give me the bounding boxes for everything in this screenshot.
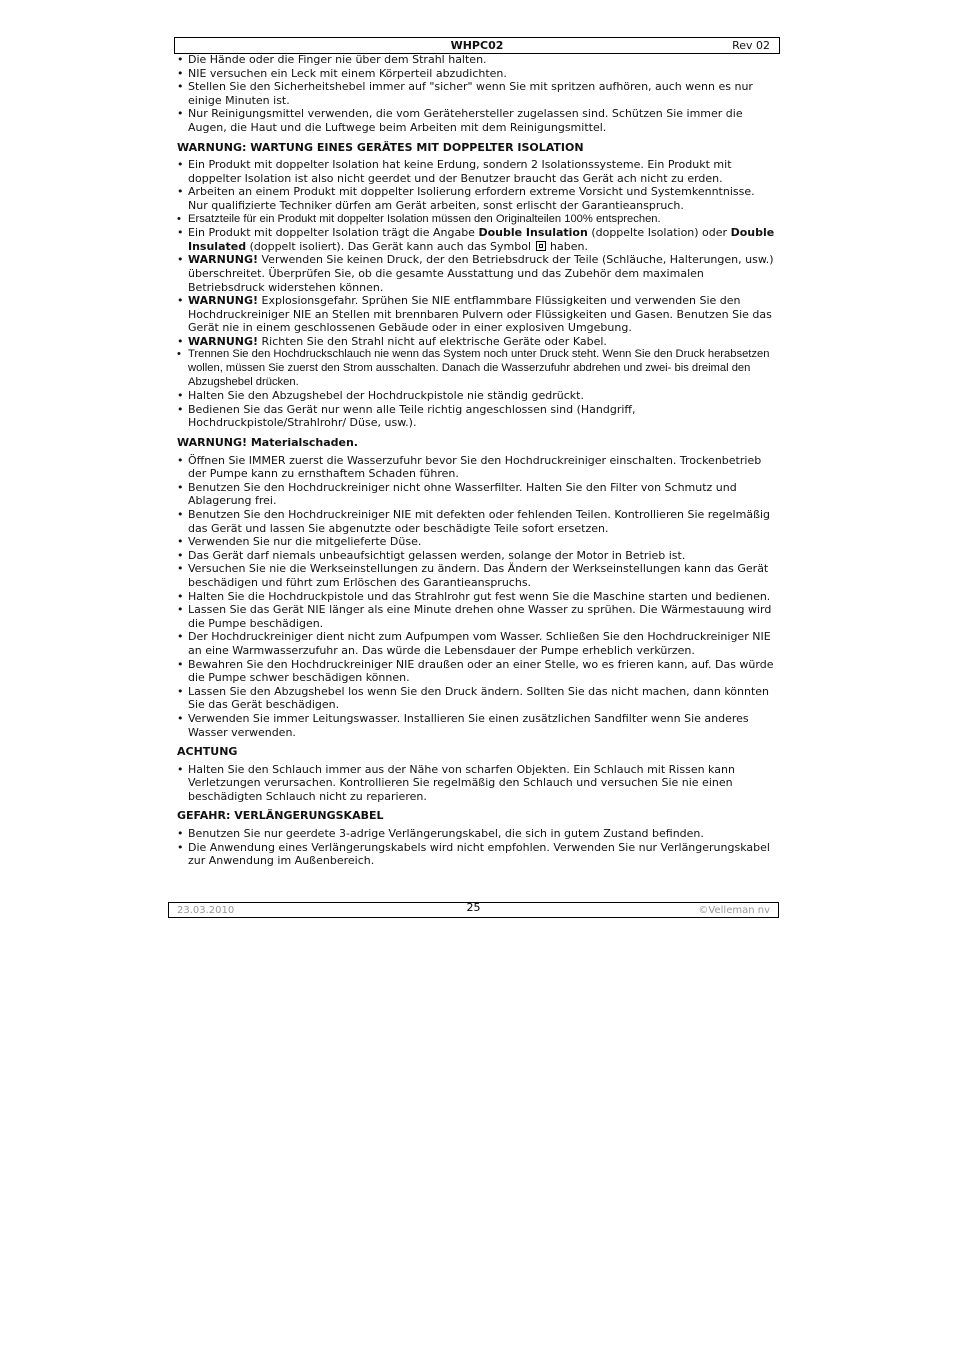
list-item (177, 403, 777, 430)
list-item (177, 603, 777, 630)
item-text: Stellen Sie den Sicherheitshebel immer auf "sicher" wenn Sie mit spritzen aufhören, auch wenn es nur einige Minuten ist. (188, 80, 753, 107)
list-item (177, 549, 777, 563)
item-text: Benutzen Sie den Hochdruckreiniger NIE mit defekten oder fehlenden Teilen. Kontrollieren Sie regelmäßig das Gerät und lassen Sie abgenutzte oder beschädigte Teile sofort ersetzen. (188, 508, 771, 535)
list-item (177, 508, 777, 535)
item-text: Explosionsgefahr. Sprühen Sie NIE entflammbare Flüssigkeiten und verwenden Sie den Hochdruckreiniger NIE an Stellen mit brennbaren Pulvern oder Flüssigkeiten und Gasen. Benutzen Sie das Gerät nie in einem geschlossenen Gebäude oder in einer explosiven Umgebung. (188, 294, 772, 335)
list-item (177, 226, 777, 253)
item-text: Ein Produkt mit doppelter Isolation trägt die Angabe (188, 226, 479, 240)
list-item (177, 253, 777, 294)
page-number: 25 (466, 901, 481, 914)
revision: Rev 02 (732, 39, 770, 52)
page-footer (168, 902, 779, 918)
bullet-list (177, 454, 777, 739)
item-text: Lassen Sie den Abzugshebel los wenn Sie den Druck ändern. Sollten Sie das nicht machen, dann könnten Sie das Gerät beschädigen. (188, 684, 770, 712)
item-emphasis: Double Insulation (478, 226, 588, 240)
footer-date: 23.03.2010 (177, 905, 235, 916)
list-item (177, 294, 777, 335)
section-heading: WARNUNG! Materialschaden. (177, 436, 358, 450)
item-text: NIE versuchen ein Leck mit einem Körperteil abzudichten. (188, 66, 507, 80)
list-item (177, 335, 777, 349)
list-item (177, 841, 777, 868)
item-text: (doppelt isoliert). Das Gerät kann auch das Symbol (246, 239, 535, 253)
bullet-list (177, 763, 777, 804)
item-text: Lassen Sie das Gerät NIE länger als eine Minute drehen ohne Wasser zu sprühen. Die Wärmestauung wird die Pumpe beschädigen. (188, 603, 772, 630)
section-heading: ACHTUNG (177, 745, 238, 759)
warning-label: WARNUNG! (188, 334, 259, 348)
list-item (177, 80, 777, 107)
list-item (177, 389, 777, 403)
item-text: Versuchen Sie nie die Werkseinstellungen zu ändern. Das Ändern der Werkseinstellungen kann das Gerät beschädigen und führt zum Erlöschen des Garantieanspruchs. (188, 562, 769, 589)
item-text: Benutzen Sie den Hochdruckreiniger nicht ohne Wasserfilter. Halten Sie den Filter von Schmutz und Ablagerung frei. (188, 480, 737, 508)
section-heading: GEFAHR: VERLÄNGERUNGSKABEL (177, 809, 384, 823)
list-item (177, 827, 777, 841)
item-text: Halten Sie die Hochdruckpistole und das Strahlrohr gut fest wenn Sie die Maschine starten und bedienen. (188, 589, 771, 603)
list-item (177, 213, 777, 227)
item-text: Ersatzteile für ein Produkt mit doppelter Isolation müssen den Originalteilen 100% entsprechen. (188, 212, 661, 225)
list-item (177, 107, 777, 134)
item-text: Der Hochdruckreiniger dient nicht zum Aufpumpen vom Wasser. Schließen Sie den Hochdruckreiniger NIE an eine Warmwasserzufuhr an. Das würde die Lebensdauer der Pumpe erheblich verkürzen. (188, 630, 771, 657)
list-item (177, 481, 777, 508)
item-text: Halten Sie den Abzugshebel der Hochdruckpistole nie ständig gedrückt. (188, 389, 584, 403)
item-text: haben. (546, 239, 588, 253)
item-text: Die Hände oder die Finger nie über dem Strahl halten. (188, 53, 487, 66)
item-text: Richten Sie den Strahl nicht auf elektrische Geräte oder Kabel. (258, 334, 607, 348)
bullet-list (177, 158, 777, 430)
item-text: (doppelte Isolation) oder (587, 226, 731, 240)
item-text: Halten Sie den Schlauch immer aus der Nähe von scharfen Objekten. Ein Schlauch mit Rissen kann Verletzungen verursachen. Kontrollieren Sie regelmäßig den Schlauch und versuchen Sie nie einen beschädigten Schlauch nicht zu reparieren. (188, 762, 735, 803)
item-text: Bewahren Sie den Hochdruckreiniger NIE draußen oder an einer Stelle, wo es frieren kann, auf. Das würde die Pumpe schwer beschädigen können. (188, 657, 774, 685)
item-text: Ein Produkt mit doppelter Isolation hat keine Erdung, sondern 2 Isolationssysteme. Ein Produkt mit doppelter Isolation ist also nicht geerdet und der Benutzer braucht das Gerät ach nicht zu erden. (188, 158, 732, 185)
section-heading: WARNUNG: WARTUNG EINES GERÄTES MIT DOPPELTER ISOLATION (177, 140, 584, 154)
warning-label: WARNUNG! (188, 253, 259, 267)
list-item (177, 185, 777, 212)
item-text: Trennen Sie den Hochdruckschlauch nie wenn das System noch unter Druck steht. Wenn Sie den Druck herabsetzen wollen, müssen Sie zuerst den Strom ausschalten. Danach die Wasserzufuhr abdrehen und zwei- bis dreimal den Abzugshebel drücken. (188, 348, 770, 388)
item-text: Verwenden Sie immer Leitungswasser. Installieren Sie einen zusätzlichen Sandfilter wenn Sie anderes Wasser verwenden. (188, 711, 749, 739)
warning-label: WARNUNG! (188, 294, 259, 308)
item-text: Öffnen Sie IMMER zuerst die Wasserzufuhr bevor Sie den Hochdruckreiniger einschalten. Trockenbetrieb der Pumpe kann zu ernsthaftem Schaden führen. (188, 453, 762, 481)
item-text: Das Gerät darf niemals unbeaufsichtigt gelassen werden, solange der Motor in Betrieb ist. (188, 548, 686, 562)
bullet-list (177, 827, 777, 868)
page-header (174, 37, 780, 54)
list-item (177, 67, 777, 81)
list-item (177, 590, 777, 604)
document-body (177, 53, 777, 868)
item-text: Verwenden Sie nur die mitgelieferte Düse. (188, 535, 422, 549)
item-text: Die Anwendung eines Verlängerungskabels wird nicht empfohlen. Verwenden Sie nur Verlängerungskabel zur Anwendung im Außenbereich. (188, 840, 770, 868)
list-item (177, 562, 777, 589)
list-item (177, 658, 777, 685)
double-insulation-icon (536, 241, 546, 251)
list-item (177, 630, 777, 657)
item-text: Verwenden Sie keinen Druck, der den Betriebsdruck der Teile (Schläuche, Halterungen, usw.) überschreitet. Überprüfen Sie, ob die gesamte Ausstattung und das Zubehör dem maximalen Betriebsdruck widerstehen können. (188, 253, 774, 294)
list-item (177, 535, 777, 549)
bullet-list (177, 53, 777, 135)
model-number: WHPC02 (450, 39, 504, 52)
list-item (177, 685, 777, 712)
list-item (177, 712, 777, 739)
item-emphasis: Double Insulated (188, 226, 775, 253)
item-text: Bedienen Sie das Gerät nur wenn alle Teile richtig angeschlossen sind (Handgriff, Hochdruckpistole/Strahlrohr/ Düse, usw.). (188, 402, 636, 430)
footer-copyright: ©Velleman nv (698, 905, 770, 916)
item-text: Benutzen Sie nur geerdete 3-adrige Verlängerungskabel, die sich in gutem Zustand befinden. (188, 827, 704, 841)
item-text: Arbeiten an einem Produkt mit doppelter Isolierung erfordern extreme Vorsicht und Systemkenntnisse. Nur qualifizierte Techniker dürfen am Gerät arbeiten, sonst erlischt der Garantieanspruch. (188, 185, 755, 212)
list-item (177, 348, 777, 389)
list-item (177, 53, 777, 67)
item-text: Nur Reinigungsmittel verwenden, die vom Gerätehersteller zugelassen sind. Schützen Sie immer die Augen, die Haut und die Luftwege beim Arbeiten mit dem Reinigungsmittel. (188, 107, 743, 134)
list-item (177, 158, 777, 185)
list-item (177, 763, 777, 804)
list-item (177, 454, 777, 481)
